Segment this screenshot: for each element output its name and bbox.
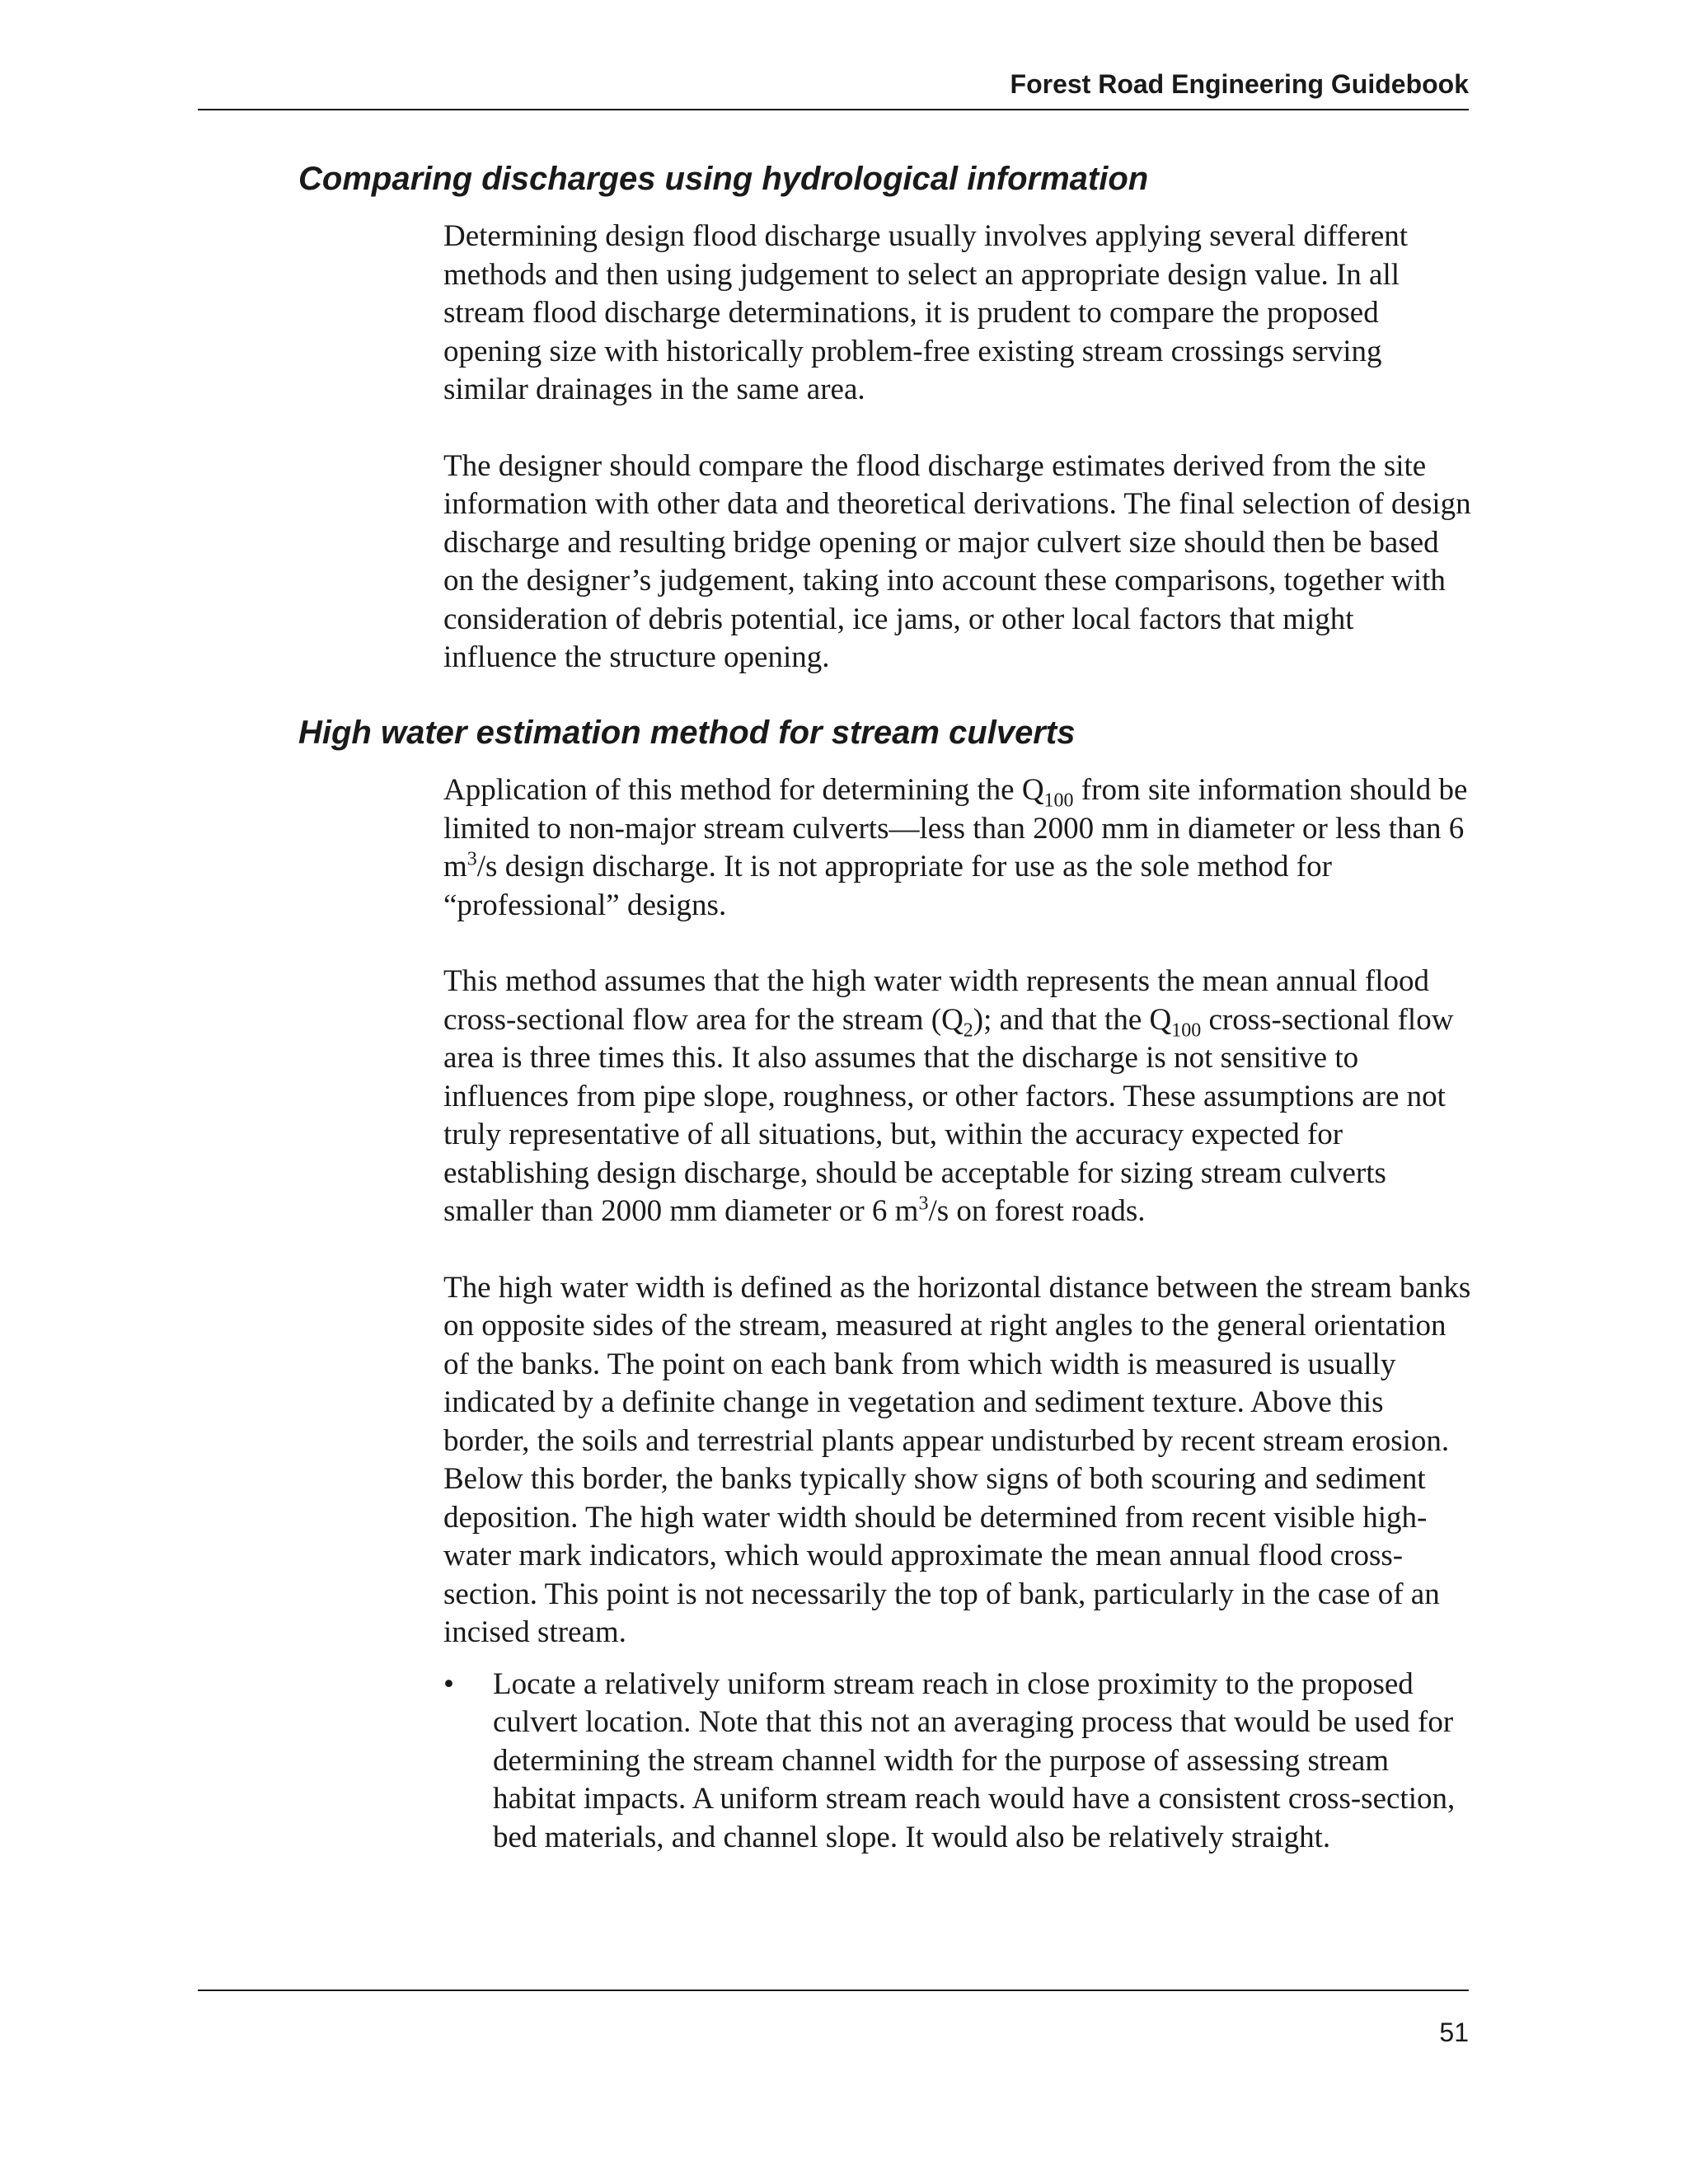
section-body-high-water-estimation: [443, 771, 1474, 1857]
section-heading-high-water-estimation: High water estimation method for stream culverts: [298, 715, 1076, 751]
bullet-marker: •: [443, 1666, 454, 1701]
paragraph: The high water width is defined as the horizontal distance between the stream banks on opposite sides of the stream, measured at right angles to the general orientation of the banks. The point on each bank from which width is measured is usually indicated by a definite change in vegetation and sediment texture. Above this border, the soils and terrestrial plants appear undisturbed by recent stream erosion. Below this border, the banks typically show signs of both scouring and sediment deposition. The high water width should be determined from recent visible high-water mark indicators, which would approximate the mean annual flood cross-section. This point is not necessarily the top of bank, particularly in the case of an incised stream.: [443, 1270, 1471, 1649]
running-header-title: Forest Road Engineering Guidebook: [1010, 69, 1469, 99]
page-number: 51: [1439, 2018, 1469, 2047]
paragraph: The designer should compare the flood discharge estimates derived from the site information with other data and theoretical derivations. The final selection of design discharge and resulting bridge opening or major culvert size should then be based on the designer’s judgement, taking into account these comparisons, together with consideration of debris potential, ice jams, or other local factors that might influence the structure opening.: [443, 448, 1471, 674]
header-rule: [198, 109, 1469, 110]
list-item: [443, 1666, 1474, 1858]
bullet-text: Locate a relatively uniform stream reach in close proximity to the proposed culvert location. Note that this not an averaging process that would be used for determining the stream channel width for the purpose of assessing stream habitat impacts. A uniform stream reach would have a consistent cross-section, bed materials, and channel slope. It would also be relatively straight.: [493, 1666, 1456, 1854]
bullet-list: [443, 1666, 1474, 1858]
section-body-comparing-discharges: [443, 218, 1474, 677]
section-heading-comparing-discharges: Comparing discharges using hydrological information: [298, 161, 1149, 197]
footer-rule: [198, 1990, 1469, 1991]
paragraph: This method assumes that the high water width represents the mean annual flood cross-sectional flow area for the stream $(Q_2)$; and that the $Q_{100}$ cross-sectional flow area is three times this. It also assumes that the discharge is not sensitive to influences from pipe slope, roughness, or other factors. These assumptions are not truly representative of all situations, but, within the accuracy expected for establishing design discharge, should be acceptable for sizing stream culverts smaller than 2000 mm diameter or 6 $m^3/s$ on forest roads.: [443, 964, 1454, 1228]
paragraph: Determining design flood discharge usually involves applying several different methods and then using judgement to select an appropriate design value. In all stream flood discharge determinations, it is prudent to compare the proposed opening size with historically problem-free existing stream crossings serving similar drainages in the same area.: [443, 219, 1409, 406]
paragraph: Application of this method for determining the $Q_{100}$ from site information should be limited to non-major stream culverts—less than 2000 mm in diameter or less than 6 $m^3/s$ design discharge. It is not appropriate for use as the sole method for “professional” designs.: [443, 773, 1468, 922]
